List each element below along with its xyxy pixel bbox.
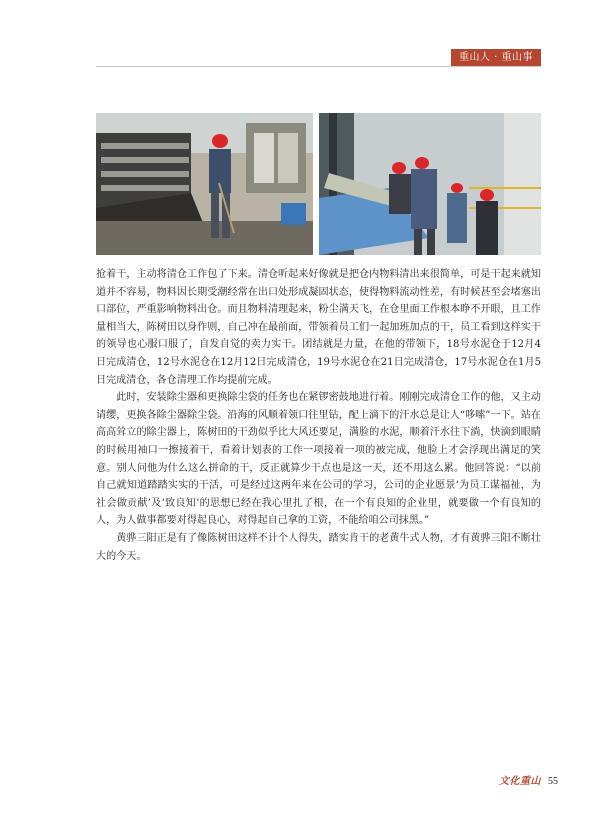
article-paragraph-3: 黄骅三阳正是有了像陈树田这样不计个人得失，踏实肯干的老黄牛式人物，才有黄骅三阳不断壮大的今天。 [96, 532, 541, 562]
header-rule [96, 66, 541, 67]
section-tag: 重山人 · 重山事 [451, 49, 541, 66]
photo-team-dust-bags [319, 113, 541, 255]
article-paragraph-1: 抢着干，主动将清仓工作包了下来。清仓听起来好像就是把仓内物料清出来很简单，可是干起来就知道并不容易，物料因长期受潮经常在出口处形成凝固状态，使得物料流动性差，有时候甚至会堵塞出口部位，严重影响物料出仓。而且物料清理起来，粉尘满天飞，在仓里面工作根本睁不开眼，且工作量相当大，陈树田以身作则，自己冲在最前面，带领着员工们一起加班加点的干，员工看到这样实干的领导也心服口服了，自发自觉的卖力实干。团结就是力量，在他的带领下，18号水泥仓于12月4日完成清仓，12号水泥仓在12月12日完成清仓，19号水泥仓在21日完成清仓，17号水泥仓在1月5日完成清仓，各仓清理工作均提前完成。 [96, 269, 541, 386]
page-number: 55 [548, 776, 558, 787]
article-paragraph-2: 此时，安装除尘器和更换除尘袋的任务也在紧锣密鼓地进行着。刚刚完成清仓工作的他，又主动请缨，更换各除尘器除尘袋。沿海的风顺着领口往里钻，配上滴下的汗水总是让人“哆嗦”一下。站在高高耸立的除尘器上，陈树田的干劲似乎比大风还要足，满脸的水泥，顺着汗水往下淌，快滴到眼睛的时候用袖口一擦接着干，看着计划表的工作一项接着一项的被完成，他脸上才会浮现出满足的笑意。别人问他为什么这么拼命的干，反正就算少干点也是这一天，还不用这么累。他回答说：“以前自己就知道踏踏实实的干活，可是经过这两年来在公司的学习，公司的企业愿景‘为员工谋福祉，为社会做贡献’及‘致良知’的思想已经在我心里扎了根，在一个有良知的企业里，就要做一个有良知的人，为人做事都要对得起良心，对得起自己拿的工资，不能给咱公司抹黑。” [96, 392, 541, 527]
photo-worker-cleaning [96, 113, 313, 255]
magazine-logo: 文化重山 [499, 776, 541, 787]
article-body [96, 266, 541, 565]
